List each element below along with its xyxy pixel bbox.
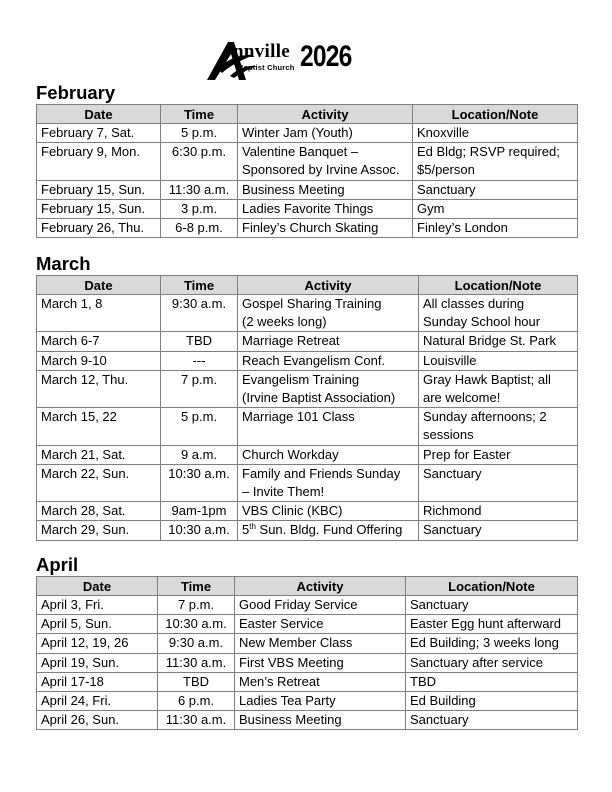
table-row [37, 445, 578, 464]
activity-ordinal-suffix: th [249, 522, 256, 532]
time-cell: 11:30 a.m. [161, 180, 238, 199]
column-header-activity: Activity [238, 105, 413, 124]
time-cell: 9:30 a.m. [161, 295, 238, 332]
location-cell: Prep for Easter [419, 445, 578, 464]
date-cell: March 21, Sat. [37, 445, 161, 464]
activity-cell: Church Workday [238, 445, 419, 464]
column-header-date: Date [37, 105, 161, 124]
month-heading-march: March [36, 253, 91, 274]
activity-line: Valentine Banquet – [242, 144, 359, 160]
location-cell [419, 408, 578, 445]
location-line: $5/person [417, 162, 475, 178]
location-cell [419, 370, 578, 407]
table-row [37, 711, 578, 730]
brand-subtitle: Baptist Church [238, 63, 295, 72]
date-cell: February 15, Sun. [37, 180, 161, 199]
schedule-table-february [36, 104, 578, 238]
activity-ordinal: 5 [242, 522, 250, 538]
location-cell: Ed Building [406, 692, 578, 711]
location-line: are welcome! [423, 390, 501, 406]
time-cell: 6 p.m. [158, 692, 235, 711]
date-cell: February 9, Mon. [37, 143, 161, 180]
column-header-activity: Activity [238, 276, 419, 295]
time-cell: 6-8 p.m. [161, 219, 238, 238]
date-cell: April 3, Fri. [37, 596, 158, 615]
column-header-time: Time [161, 276, 238, 295]
table-row [37, 634, 578, 653]
location-cell: Gym [413, 199, 578, 218]
location-cell: Finley’s London [413, 219, 578, 238]
time-cell: TBD [161, 332, 238, 351]
date-cell: March 22, Sun. [37, 464, 161, 501]
location-cell: TBD [406, 672, 578, 691]
table-row [37, 408, 578, 445]
date-cell: March 28, Sat. [37, 502, 161, 521]
location-cell: Natural Bridge St. Park [419, 332, 578, 351]
date-cell: February 26, Thu. [37, 219, 161, 238]
table-row [37, 502, 578, 521]
table-row [37, 295, 578, 332]
column-header-date: Date [37, 276, 161, 295]
table-row [37, 180, 578, 199]
year-title: 2026 [300, 40, 352, 73]
location-cell: Sanctuary after service [406, 653, 578, 672]
activity-cell: New Member Class [235, 634, 406, 653]
time-cell: 5 p.m. [161, 124, 238, 143]
activity-cell: Business Meeting [235, 711, 406, 730]
time-cell: 5 p.m. [161, 408, 238, 445]
table-row [37, 370, 578, 407]
location-cell: Sanctuary [419, 521, 578, 540]
time-cell: 6:30 p.m. [161, 143, 238, 180]
table-row [37, 521, 578, 540]
date-cell: April 26, Sun. [37, 711, 158, 730]
activity-cell [238, 370, 419, 407]
activity-cell: Men’s Retreat [235, 672, 406, 691]
activity-line: Evangelism Training [242, 371, 360, 387]
column-header-date: Date [37, 577, 158, 596]
activity-cell: Business Meeting [238, 180, 413, 199]
table-row [37, 672, 578, 691]
location-cell: Sanctuary [413, 180, 578, 199]
column-header-location: Location/Note [413, 105, 578, 124]
location-cell: Sanctuary [406, 596, 578, 615]
activity-cell: Ladies Tea Party [235, 692, 406, 711]
location-cell: Sanctuary [419, 464, 578, 501]
table-row [37, 615, 578, 634]
time-cell: 7 p.m. [158, 596, 235, 615]
date-cell: March 9-10 [37, 351, 161, 370]
activity-cell: Ladies Favorite Things [238, 199, 413, 218]
activity-cell: First VBS Meeting [235, 653, 406, 672]
time-cell: TBD [158, 672, 235, 691]
activity-cell: Finley’s Church Skating [238, 219, 413, 238]
location-line: Sunday afternoons; 2 [423, 409, 547, 425]
table-row [37, 692, 578, 711]
column-header-time: Time [158, 577, 235, 596]
location-cell: Sanctuary [406, 711, 578, 730]
location-cell: Ed Building; 3 weeks long [406, 634, 578, 653]
table-row [37, 143, 578, 180]
month-heading-february: February [36, 82, 116, 103]
date-cell: February 15, Sun. [37, 199, 161, 218]
activity-cell [238, 143, 413, 180]
activity-line: Sponsored by Irvine Assoc. [242, 162, 400, 178]
activity-line: Gospel Sharing Training [242, 296, 382, 311]
time-cell: --- [161, 351, 238, 370]
activity-cell: Winter Jam (Youth) [238, 124, 413, 143]
date-cell: March 12, Thu. [37, 370, 161, 407]
table-row [37, 199, 578, 218]
table-row [37, 351, 578, 370]
activity-cell: Marriage 101 Class [238, 408, 419, 445]
date-cell: March 6-7 [37, 332, 161, 351]
table-row [37, 219, 578, 238]
location-cell [419, 295, 578, 332]
date-cell: April 24, Fri. [37, 692, 158, 711]
time-cell: 11:30 a.m. [158, 711, 235, 730]
location-line: sessions [423, 427, 474, 443]
activity-line: Family and Friends Sunday [242, 465, 401, 481]
time-cell: 9:30 a.m. [158, 634, 235, 653]
brand-name: nnville [233, 41, 291, 62]
month-heading-april: April [36, 554, 79, 575]
location-cell: Easter Egg hunt afterward [406, 615, 578, 634]
time-cell: 7 p.m. [161, 370, 238, 407]
activity-line: – Invite Them! [242, 484, 325, 500]
table-row [37, 332, 578, 351]
date-cell: March 15, 22 [37, 408, 161, 445]
time-cell: 10:30 a.m. [161, 464, 238, 501]
location-line: Ed Bldg; RSVP required; [417, 144, 560, 160]
time-cell: 9 a.m. [161, 445, 238, 464]
date-cell: April 5, Sun. [37, 615, 158, 634]
schedule-table-march [36, 275, 578, 541]
table-row [37, 596, 578, 615]
location-cell: Richmond [419, 502, 578, 521]
activity-text: Sun. Bldg. Fund Offering [255, 522, 403, 538]
time-cell: 11:30 a.m. [158, 653, 235, 672]
activity-cell: Good Friday Service [235, 596, 406, 615]
date-cell: March 1, 8 [37, 295, 161, 332]
column-header-location: Location/Note [406, 577, 578, 596]
time-cell: 10:30 a.m. [158, 615, 235, 634]
activity-cell: Marriage Retreat [238, 332, 419, 351]
date-cell: April 19, Sun. [37, 653, 158, 672]
table-row [37, 124, 578, 143]
location-cell: Knoxville [413, 124, 578, 143]
date-cell: April 17-18 [37, 672, 158, 691]
location-cell [413, 143, 578, 180]
location-line: Gray Hawk Baptist; all [423, 371, 551, 387]
activity-cell: Reach Evangelism Conf. [238, 351, 419, 370]
schedule-table-april [36, 576, 578, 730]
church-header [0, 38, 612, 84]
activity-cell [238, 464, 419, 501]
activity-cell [238, 521, 419, 540]
location-cell: Louisville [419, 351, 578, 370]
time-cell: 3 p.m. [161, 199, 238, 218]
table-row [37, 653, 578, 672]
time-cell: 9am-1pm [161, 502, 238, 521]
column-header-time: Time [161, 105, 238, 124]
date-cell: March 29, Sun. [37, 521, 161, 540]
date-cell: April 12, 19, 26 [37, 634, 158, 653]
activity-cell: Easter Service [235, 615, 406, 634]
table-row [37, 464, 578, 501]
activity-cell: VBS Clinic (KBC) [238, 502, 419, 521]
location-line: All classes during [423, 296, 525, 311]
location-line: Sunday School hour [423, 314, 541, 330]
column-header-activity: Activity [235, 577, 406, 596]
activity-line: (Irvine Baptist Association) [242, 390, 396, 406]
time-cell: 10:30 a.m. [161, 521, 238, 540]
date-cell: February 7, Sat. [37, 124, 161, 143]
activity-line: (2 weeks long) [242, 314, 327, 330]
activity-cell [238, 295, 419, 332]
column-header-location: Location/Note [419, 276, 578, 295]
